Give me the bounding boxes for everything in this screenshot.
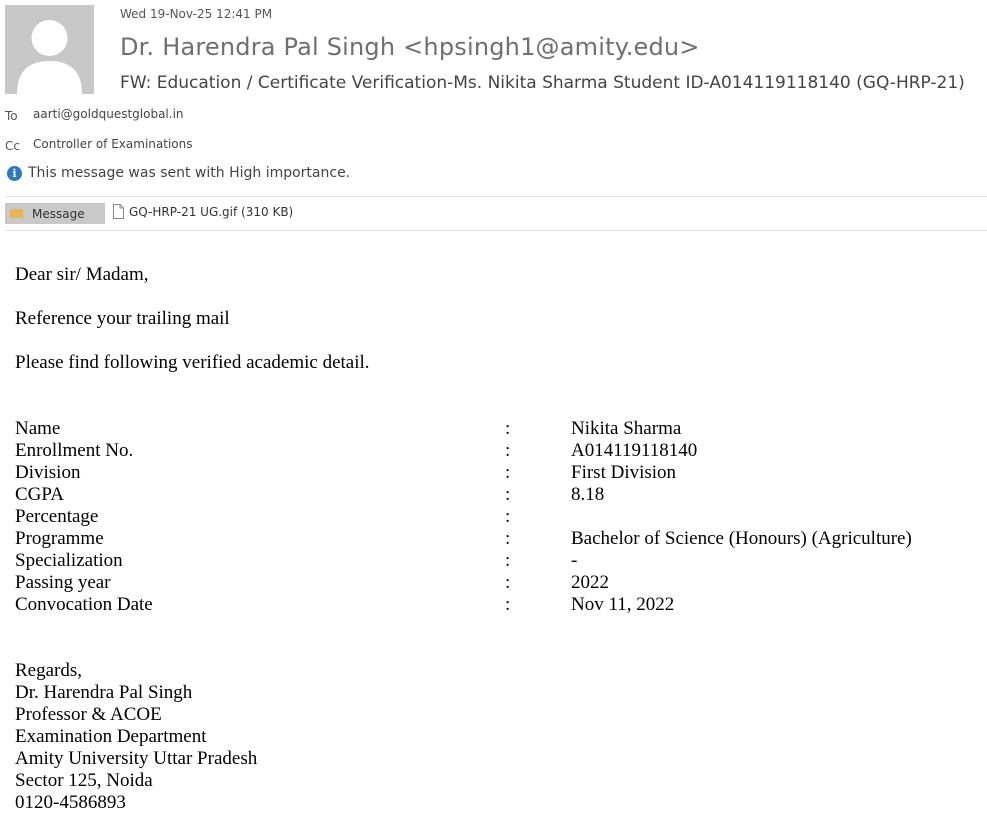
body-line: Please find following verified academic detail. [15,352,370,373]
document-icon [113,204,124,219]
detail-row [15,440,975,462]
detail-value: 8.18 [571,484,605,505]
detail-value: 2022 [571,572,609,593]
detail-sep: : [505,572,511,593]
detail-sep: : [505,594,511,615]
detail-row [15,418,975,440]
detail-value: Nov 11, 2022 [571,594,675,615]
detail-row [15,462,975,484]
cc-recipient[interactable]: Controller of Examinations [33,137,193,151]
detail-sep: : [505,418,511,439]
detail-row [15,594,975,616]
detail-key: Convocation Date [15,594,153,615]
detail-key: Division [15,462,81,483]
detail-row [15,484,975,506]
detail-key: Name [15,418,61,439]
detail-key: Enrollment No. [15,440,134,461]
envelope-icon [10,209,23,218]
detail-row [15,528,975,550]
detail-sep: : [505,484,511,505]
detail-sep: : [505,506,511,527]
detail-value: A014119118140 [571,440,698,461]
detail-row [15,550,975,572]
signature-line: 0120-4586893 [15,792,126,813]
signature-line: Examination Department [15,726,207,747]
signature-line: Professor & ACOE [15,704,162,725]
detail-sep: : [505,528,511,549]
signature-line: Regards, [15,660,83,681]
detail-sep: : [505,550,511,571]
sender-avatar[interactable] [5,5,94,94]
detail-value: Bachelor of Science (Honours) (Agriculture) [571,528,912,549]
divider [5,230,987,231]
signature-line: Dr. Harendra Pal Singh [15,682,193,703]
attachment-filename: GQ-HRP-21 UG.gif (310 KB) [129,204,294,219]
detail-key: Percentage [15,506,99,527]
attachment-file[interactable] [113,204,293,219]
message-tab-label: Message [32,206,85,221]
detail-sep: : [505,440,511,461]
signature-line: Sector 125, Noida [15,770,153,791]
detail-key: Passing year [15,572,111,593]
cc-label: Cc [5,139,20,153]
body-line: Reference your trailing mail [15,308,230,329]
person-icon [5,5,94,94]
detail-value: First Division [571,462,677,483]
message-tab[interactable] [5,203,105,224]
greeting: Dear sir/ Madam, [15,264,149,285]
detail-row [15,506,975,528]
divider [5,196,987,197]
importance-text: This message was sent with High importance. [28,165,351,181]
info-icon: i [7,166,22,181]
detail-key: CGPA [15,484,64,505]
detail-value: Nikita Sharma [571,418,682,439]
signature-line: Amity University Uttar Pradesh [15,748,258,769]
detail-value: - [571,550,578,571]
detail-row [15,572,975,594]
to-label: To [5,109,18,123]
importance-notice [7,165,350,181]
sender-name[interactable]: Dr. Harendra Pal Singh <hpsingh1@amity.edu> [120,33,700,61]
detail-key: Programme [15,528,104,549]
sent-date: Wed 19-Nov-25 12:41 PM [120,7,273,21]
email-subject: FW: Education / Certificate Verification-Ms. Nikita Sharma Student ID-A014119118140 (GQ-HRP-21) [120,73,965,93]
to-recipient[interactable]: aarti@goldquestglobal.in [33,107,184,121]
detail-key: Specialization [15,550,123,571]
detail-sep: : [505,462,511,483]
